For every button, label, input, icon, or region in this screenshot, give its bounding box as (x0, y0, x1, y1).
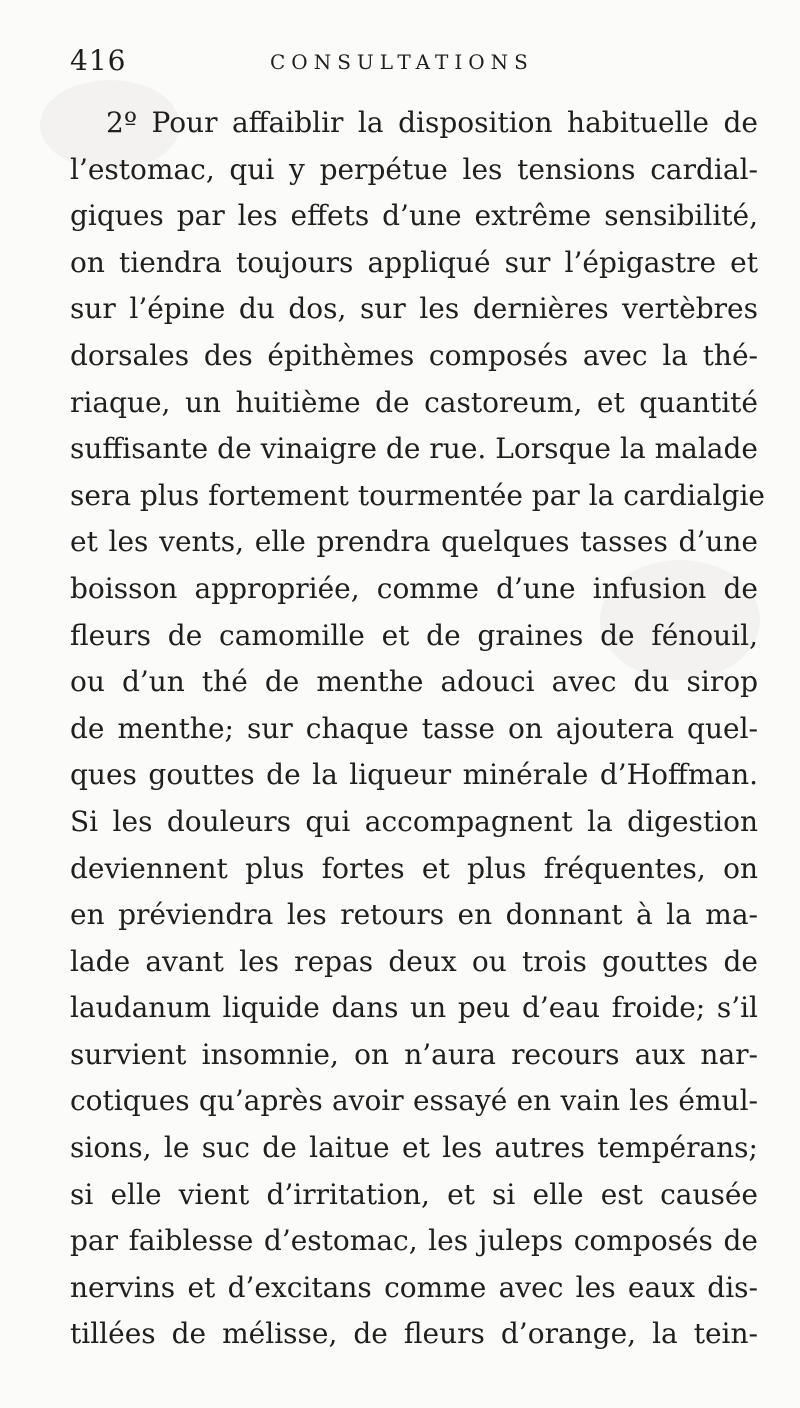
text-line: en préviendra les retours en donnant à la ma- (70, 898, 758, 932)
text-line: riaque, un huitième de castoreum, et quantité (70, 385, 758, 419)
text-line: et les vents, elle prendra quelques tasses d’une (70, 525, 758, 559)
text-line: lade avant les repas deux ou trois gouttes de (70, 944, 758, 978)
text-line: Si les douleurs qui accompagnent la digestion (70, 804, 758, 838)
text-line: fleurs de camomille et de graines de fénouil, (70, 618, 758, 652)
text-line: de menthe; sur chaque tasse on ajoutera quel- (70, 711, 758, 745)
text-line: nervins et d’excitans comme avec les eaux dis- (70, 1270, 758, 1304)
text-line: cotiques qu’après avoir essayé en vain les émul- (70, 1084, 758, 1118)
text-line: laudanum liquide dans un peu d’eau froide; s’il (70, 991, 758, 1025)
text-line: 2º Pour affaiblir la disposition habituelle de (106, 106, 758, 139)
text-line: sions, le suc de laitue et les autres tempérans; (70, 1131, 758, 1165)
text-line: giques par les effets d’une extrême sensibilité, (70, 199, 758, 233)
page-number: 416 (70, 44, 127, 77)
text-line: boisson appropriée, comme d’une infusion de (70, 571, 758, 605)
text-line: survient insomnie, on n’aura recours aux nar- (70, 1037, 758, 1071)
body-text (70, 100, 765, 1358)
text-line: par faiblesse d’estomac, les juleps composés de (70, 1224, 758, 1258)
text-line: suffisante de vinaigre de rue. Lorsque la malade (70, 432, 758, 466)
text-line: sur l’épine du dos, sur les dernières vertèbres (70, 292, 758, 326)
text-line: ou d’un thé de menthe adouci avec du sirop (70, 665, 758, 699)
text-line: deviennent plus fortes et plus fréquentes, on (70, 851, 758, 885)
text-line: sera plus fortement tourmentée par la cardialgie (70, 478, 765, 512)
text-line: on tiendra toujours appliqué sur l’épigastre et (70, 245, 758, 279)
running-title: CONSULTATIONS (270, 50, 534, 74)
text-line: tillées de mélisse, de fleurs d’orange, la tein- (70, 1317, 758, 1351)
text-line: si elle vient d’irritation, et si elle est causée (70, 1177, 758, 1211)
text-line: dorsales des épithèmes composés avec la thé- (70, 338, 758, 372)
text-line: ques gouttes de la liqueur minérale d’Hoffman. (70, 758, 758, 792)
text-line: l’estomac, qui y perpétue les tensions cardial- (70, 152, 758, 186)
